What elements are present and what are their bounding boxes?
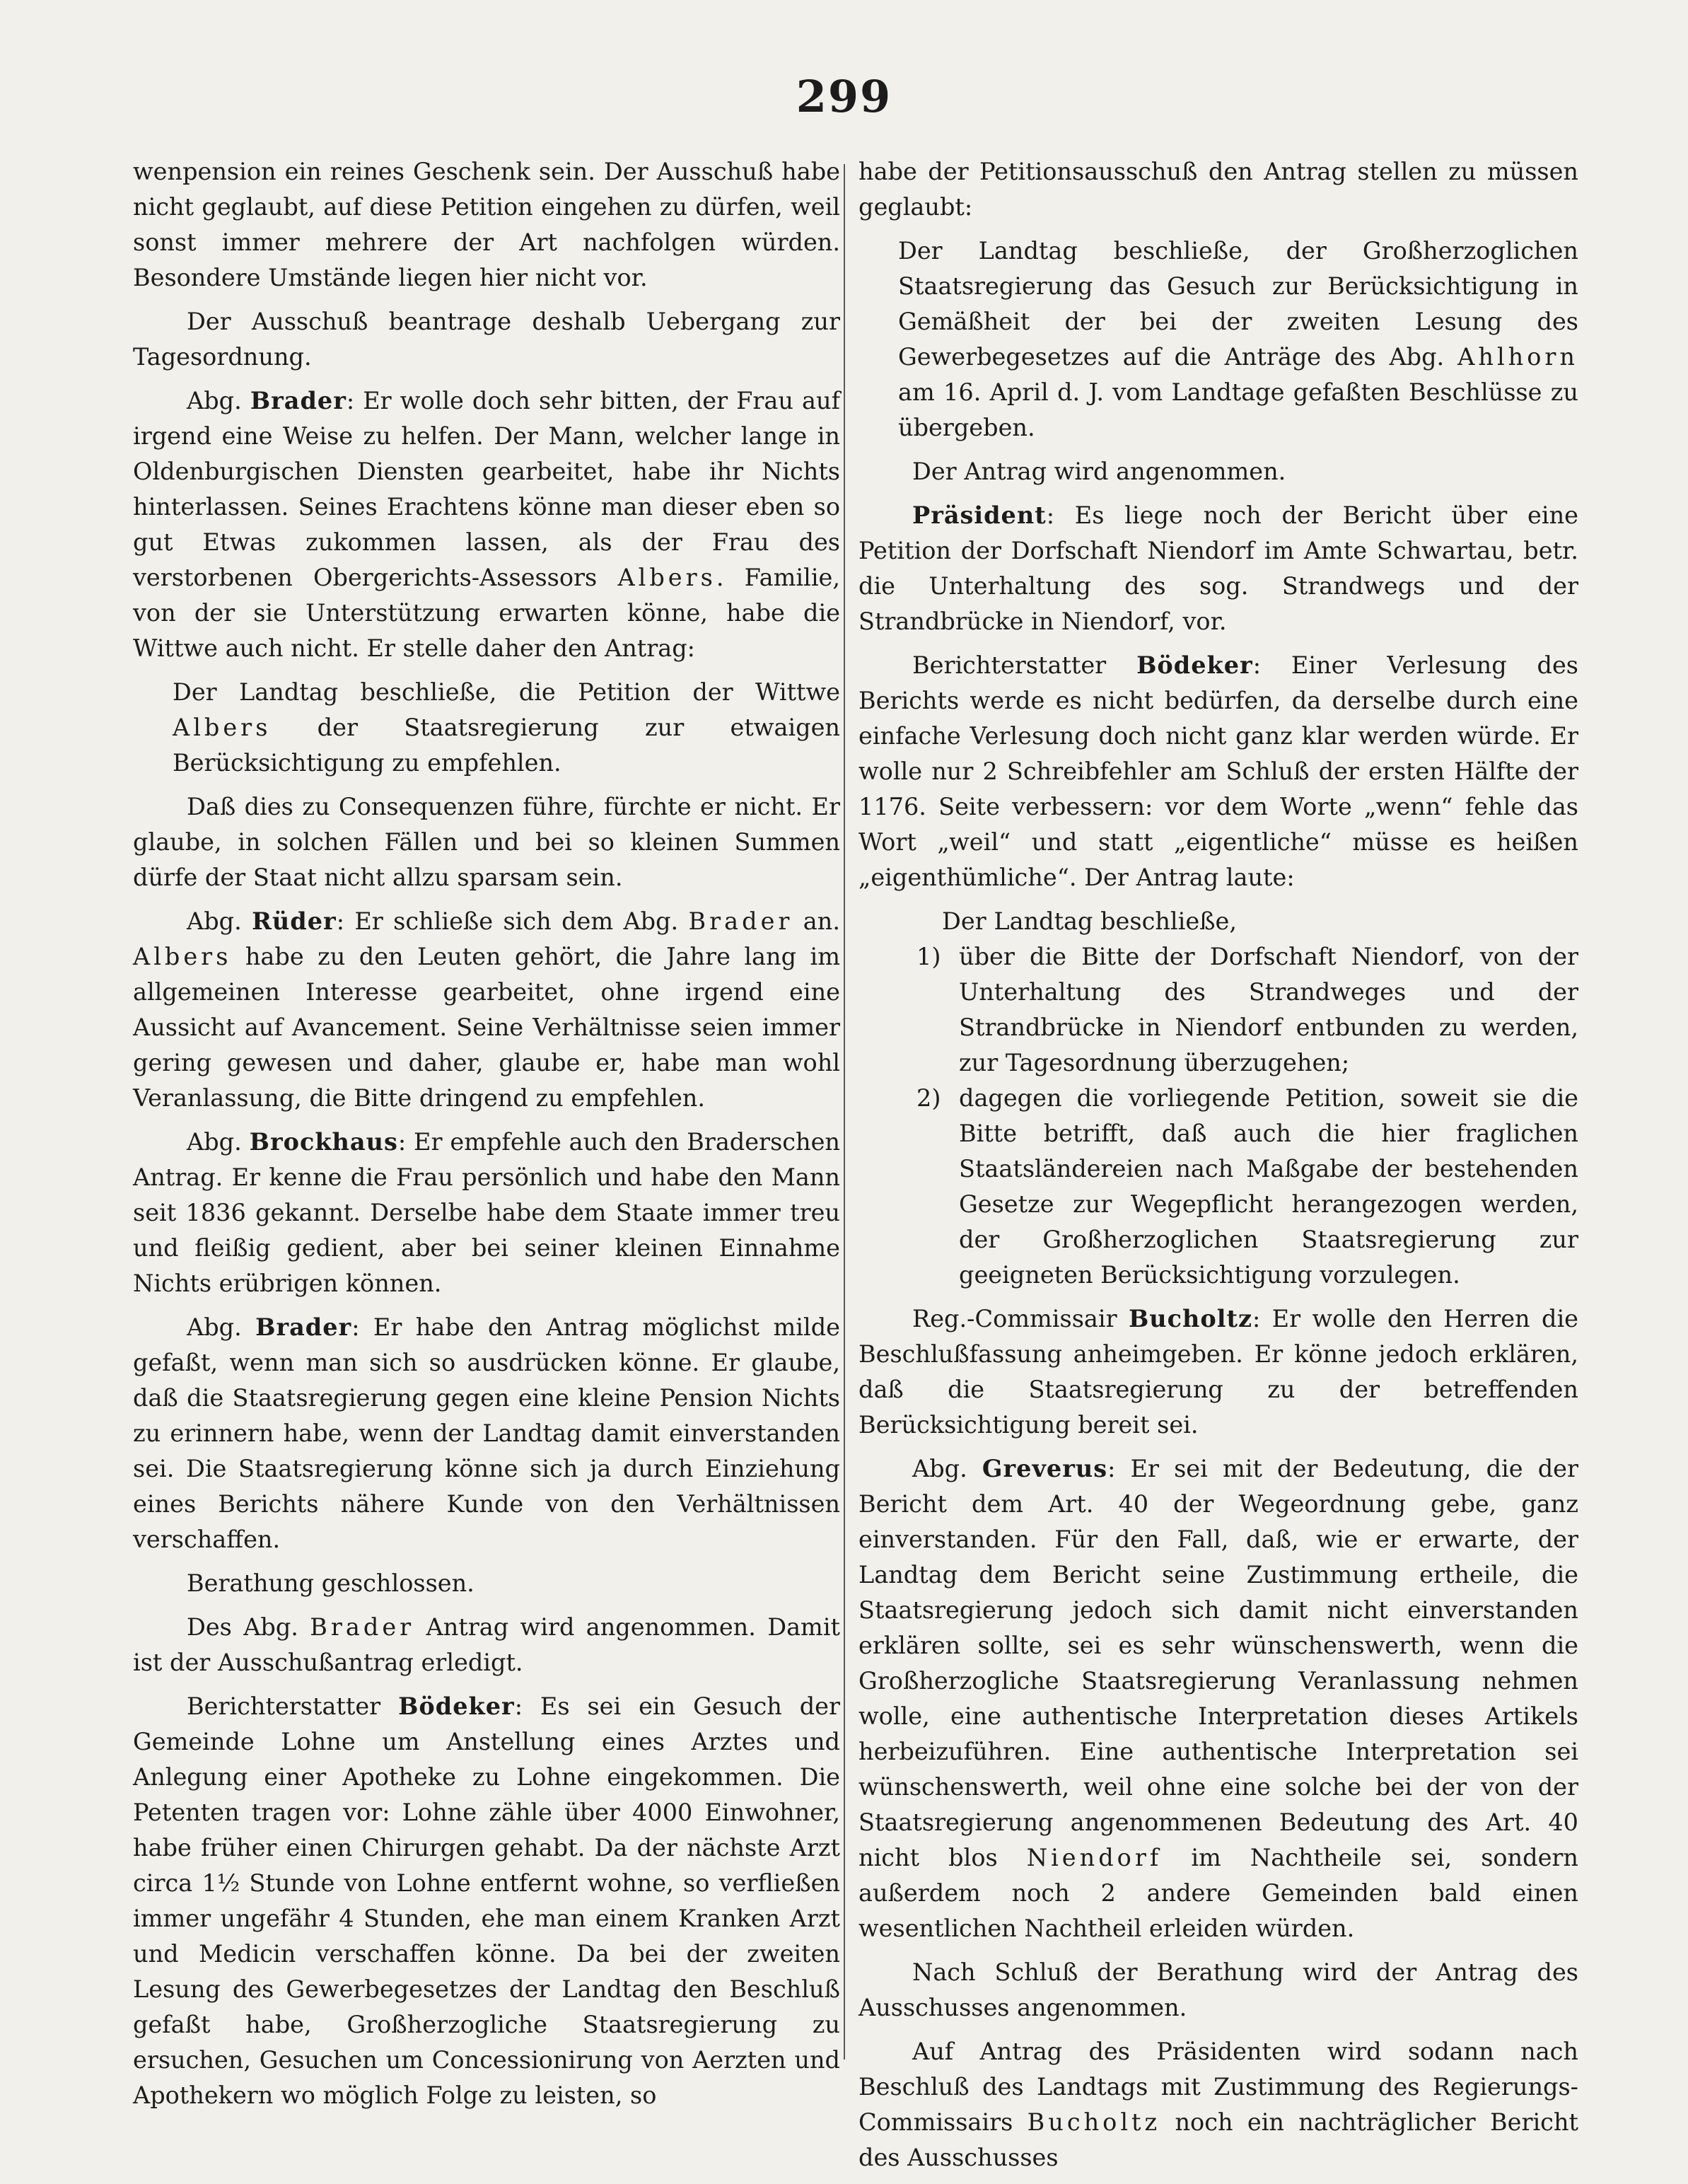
speech-text: : Er empfehle auch den Braderschen Antrag. Er kenne die Frau persönlich und habe den Mann seit 1836 gekannt. Derselbe habe dem Staate immer treu und fleißig gedient, aber bei seiner kleinen Einnahme Nichts erübrigen können. xyxy=(133,1128,841,1297)
speaker-name: Präsident xyxy=(912,501,1047,529)
page-number: 299 xyxy=(796,71,892,122)
speaker-prefix: Abg. xyxy=(187,1313,256,1341)
paragraph xyxy=(133,1610,840,1680)
person-name: Albers xyxy=(133,943,232,970)
speaker-name: Rüder xyxy=(252,907,337,935)
speech-paragraph xyxy=(133,383,840,666)
speech-text: : Er habe den Antrag möglichst milde gefaßt, wenn man sich so ausdrücken könne. Er glaube, daß die Staatsregierung gegen eine kleine Pension Nichts zu erinnern habe, wenn der Landtag damit einverstanden sei. Die Staatsregierung könne sich ja durch Einziehung eines Berichts nähere Kunde von den Verhältnissen verschaffen. xyxy=(133,1313,840,1553)
person-name: Brader xyxy=(688,907,793,935)
speech-text: an. xyxy=(793,907,840,935)
speaker-name: Bucholtz xyxy=(1128,1305,1252,1332)
list-item xyxy=(858,1081,1578,1293)
right-column xyxy=(858,154,1578,2184)
speaker-prefix: Abg. xyxy=(187,387,250,414)
speech-text: : Es liege noch der Bericht über eine Petition der Dorfschaft Niendorf im Amte Schwartau, betr. die Unterhaltung des sog. Strandwegs und der Strandbrücke in Niendorf, vor. xyxy=(858,501,1578,635)
motion-item-list xyxy=(858,939,1578,1293)
person-name: Ahlhorn xyxy=(1457,343,1578,371)
speech-text: : Er wolle doch sehr bitten, der Frau auf irgend eine Weise zu helfen. Der Mann, welcher lange in Oldenburgischen Diensten gearbeitet, habe ihr Nichts hinterlassen. Seines Erachtens könne man dieser eben so gut Etwas zukommen lassen, als der Frau des verstorbenen Obergerichts-Assessors xyxy=(133,387,840,591)
speech-text: : Einer Verlesung des Berichts werde es nicht bedürfen, da derselbe durch eine einfache Verlesung doch nicht ganz klar werden würde. Er wolle nur 2 Schreibfehler am Schluß der ersten Hälfte der 1176. Seite verbessern: vor dem Worte „wenn“ fehle das Wort „weil“ und statt „eigentliche“ müsse es heißen „eigenthümliche“. Der Antrag laute: xyxy=(858,651,1578,891)
speaker-prefix: Abg. xyxy=(187,1128,250,1156)
speech-text: : Er schließe sich dem Abg. xyxy=(336,907,689,935)
speech-paragraph xyxy=(133,1125,840,1301)
speech-text: . Familie, von der sie Unterstützung erwarten könne, habe die Wittwe auch nicht. Er stelle daher den Antrag: xyxy=(133,564,841,662)
speaker-prefix: Abg. xyxy=(912,1455,982,1482)
person-name: Albers xyxy=(617,564,716,591)
motion-quote xyxy=(858,233,1578,446)
person-name: Bucholtz xyxy=(1027,2108,1161,2136)
speech-paragraph xyxy=(133,1310,840,1557)
paragraph: Daß dies zu Consequenzen führe, fürchte er nicht. Er glaube, in solchen Fällen und bei so kleinen Summen dürfe der Staat nicht allzu sparsam sein. xyxy=(133,793,840,891)
paragraph-text: noch ein nachträglicher Bericht des Ausschusses xyxy=(858,2108,1578,2171)
item-number: 1) xyxy=(916,943,941,970)
speaker-name: Greverus xyxy=(982,1455,1108,1482)
speech-text: : Er wolle den Herren die Beschlußfassung anheimgeben. Er könne jedoch erklären, daß die Staatsregierung zu der betreffenden Berücksichtigung bereit sei. xyxy=(858,1305,1578,1439)
speech-paragraph xyxy=(133,904,840,1116)
paragraph xyxy=(858,2034,1578,2176)
speaker-name: Brader xyxy=(250,387,347,414)
paragraph: Der Ausschuß beantrage deshalb Uebergang zur Tagesordnung. xyxy=(133,308,840,371)
quote-text: Der Landtag beschließe, die Petition der Wittwe xyxy=(173,678,840,706)
place-name: Niendorf xyxy=(1026,1844,1163,1871)
item-number: 2) xyxy=(916,1084,941,1112)
speech-paragraph xyxy=(858,1301,1578,1443)
speech-text: : Es sei ein Gesuch der Gemeinde Lohne um Anstellung eines Arztes und Anlegung einer Apotheke zu Lohne eingekommen. Die Petenten tragen vor: Lohne zähle über 4000 Einwohner, habe früher einen Chirurgen gehabt. Da der nächste Arzt circa 1½ Stunde von Lohne entfernt wohne, so verfließen immer ungefähr 4 Stunden, ehe man einem Kranken Arzt und Medicin verschaffen könne. Da bei der zweiten Lesung des Gewerbegesetzes der Landtag den Beschluß gefaßt habe, Großherzogliche Staatsregierung zu ersuchen, Gesuchen um Concessionirung von Aerzten und Apothekern wo möglich Folge zu leisten, so xyxy=(133,1692,840,2109)
speaker-prefix: Reg.-Commissair xyxy=(912,1305,1129,1332)
item-text: dagegen die vorliegende Petition, soweit sie die Bitte betrifft, daß auch die hier fraglichen Staatsländereien nach Maßgabe der bestehenden Gesetze zur Wegepflicht herangezogen werden, der Großherzoglichen Staatsregierung zur geeigneten Berücksichtigung vorzulegen. xyxy=(959,1084,1578,1289)
list-item xyxy=(858,939,1578,1081)
paragraph: Berathung geschlossen. xyxy=(187,1569,475,1597)
speech-paragraph xyxy=(858,648,1578,895)
paragraph: habe der Petitionsausschuß den Antrag stellen zu müssen geglaubt: xyxy=(858,158,1578,221)
speaker-name: Bödeker xyxy=(398,1692,515,1720)
speaker-name: Brockhaus xyxy=(249,1128,398,1156)
person-name: Albers xyxy=(173,714,272,741)
motion-intro: Der Landtag beschließe, xyxy=(942,907,1238,935)
speech-text: im Nachtheile sei, sondern außerdem noch 2 andere Gemeinden bald einen wesentlichen Nachtheil erleiden würden. xyxy=(858,1844,1578,1942)
motion-quote xyxy=(133,675,840,781)
speech-paragraph xyxy=(858,1451,1578,1946)
speech-paragraph xyxy=(133,1689,840,2113)
item-text: über die Bitte der Dorfschaft Niendorf, von der Unterhaltung des Strandweges und der Strandbrücke in Niendorf entbunden zu werden, zur Tagesordnung überzugehen; xyxy=(959,943,1578,1076)
left-column xyxy=(133,154,840,2122)
paragraph-text: Auf Antrag des Präsidenten wird sodann nach Beschluß des Landtags mit Zustimmung des Regierungs-Commissairs xyxy=(858,2038,1578,2136)
speaker-prefix: Berichterstatter xyxy=(912,651,1137,679)
column-divider xyxy=(844,164,845,2060)
quote-text: der Staatsregierung zur etwaigen Berücksichtigung zu empfehlen. xyxy=(173,714,840,777)
speaker-prefix: Abg. xyxy=(187,907,252,935)
speaker-name: Bödeker xyxy=(1136,651,1253,679)
speech-text: : Er sei mit der Bedeutung, die der Bericht dem Art. 40 der Wegeordnung gebe, ganz einverstanden. Für den Fall, daß, wie er erwarte, der Landtag dem Bericht seine Zustimmung ertheile, die Staatsregierung jedoch sich damit nicht einverstanden erklären sollte, sei es sehr wünschenswerth, wenn die Großherzogliche Staatsregierung Veranlassung nehmen wolle, eine authentische Interpretation dieses Artikels herbeizuführen. Eine authentische Interpretation sei wünschenswerth, weil ohne eine solche bei der von der Staatsregierung angenommenen Bedeutung des Art. 40 nicht blos xyxy=(858,1455,1578,1871)
paragraph: wenpension ein reines Geschenk sein. Der Ausschuß habe nicht geglaubt, auf diese Petition eingehen zu dürfen, weil sonst immer mehrere der Art nachfolgen würden. Besondere Umstände liegen hier nicht vor. xyxy=(133,158,840,291)
speaker-name: Brader xyxy=(255,1313,352,1341)
quote-text: Der Landtag beschließe, der Großherzoglichen Staatsregierung das Gesuch zur Berücksichtigung in Gemäßheit der bei der zweiten Lesung des Gewerbegesetzes auf die Anträge des Abg. xyxy=(898,237,1578,371)
speaker-prefix: Berichterstatter xyxy=(187,1692,399,1720)
quote-text: am 16. April d. J. vom Landtage gefaßten Beschlüsse zu übergeben. xyxy=(898,378,1578,441)
speech-text: habe zu den Leuten gehört, die Jahre lang im allgemeinen Interesse gearbeitet, ohne irgend eine Aussicht auf Avancement. Seine Verhältnisse seien immer gering gewesen und daher, glaube er, habe man wohl Veranlassung, die Bitte dringend zu empfehlen. xyxy=(133,943,840,1112)
paragraph-text: Des Abg. xyxy=(187,1613,310,1641)
person-name: Brader xyxy=(310,1613,415,1641)
paragraph: Der Antrag wird angenommen. xyxy=(912,458,1286,485)
paragraph-text: Antrag wird angenommen. Damit ist der Ausschußantrag erledigt. xyxy=(133,1613,840,1676)
paragraph: Nach Schluß der Berathung wird der Antrag des Ausschusses angenommen. xyxy=(858,1958,1578,2021)
speech-paragraph xyxy=(858,498,1578,639)
